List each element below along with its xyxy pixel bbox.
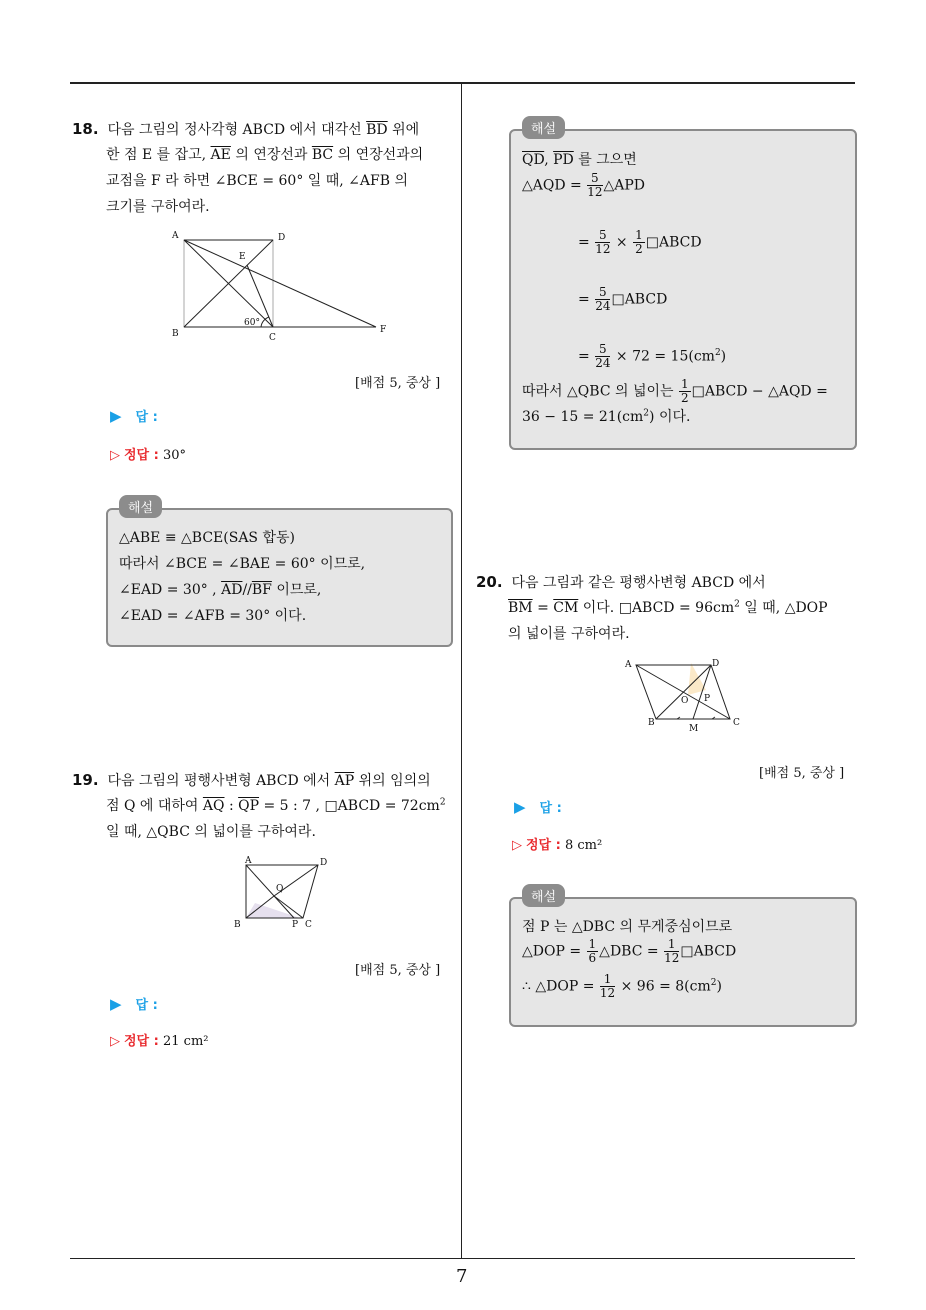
play-triangle-icon: ▶	[110, 407, 122, 425]
label-D: D	[278, 233, 286, 243]
label-P: P	[704, 694, 711, 704]
correct-answer-row	[110, 444, 186, 463]
solution-line-1: 점 P 는 △DBC 의 무게중심이므로	[522, 919, 733, 935]
correct-value: 8 cm²	[564, 838, 603, 853]
page-number: 7	[456, 1266, 468, 1287]
label-A: A	[172, 231, 179, 241]
solution-line-6: 따라서 △QBC 의 넓이는 $\frac{1}{2}$ □ABCD − △AQD =	[522, 377, 828, 405]
answer-row	[110, 406, 158, 425]
solution-line-2: 따라서 ∠BCE = ∠BAE = 60° 이므로,	[119, 556, 366, 572]
correct-answer-row	[512, 834, 602, 853]
figure-parallelogram-q19	[228, 853, 338, 933]
solution-line-1: △ABE ≡ △BCE(SAS 합동)	[119, 530, 295, 546]
question-18-line-4: 크기를 구하여라.	[106, 199, 210, 215]
answer-label: 답 :	[135, 410, 158, 425]
question-18-line-1	[72, 120, 419, 139]
label-C: C	[269, 333, 276, 343]
score-meta: [배점 5, 중상 ]	[759, 766, 845, 781]
label-P: P	[292, 920, 299, 930]
figure-square-abcd	[168, 228, 392, 346]
solution-line-5: = $\frac{5}{24}$ × $72 = 15(cm^2)$	[578, 342, 727, 370]
correct-label: 정답 :	[124, 448, 159, 463]
solution-line-3: = $\frac{5}{12}$ × $\frac{1}{2}$ □ABCD	[578, 228, 702, 256]
solution-tag: 해설	[522, 116, 565, 139]
outline-triangle-icon: ▷	[512, 838, 522, 853]
solution-tag: 해설	[522, 884, 565, 907]
question-18-line-2: 한 점 E 를 잡고, $\overline{AE}$ 의 연장선과 $\overline{BC}$ 의 연장선과의	[106, 147, 424, 163]
answer-label: 답 :	[539, 801, 562, 816]
label-C: C	[305, 920, 312, 930]
question-19-line-3: 일 때, △QBC 의 넓이를 구하여라.	[106, 824, 316, 840]
question-text: 다음 그림의 정사각형 ABCD 에서 대각선 $\overline{BD}$ 위에	[103, 122, 420, 138]
question-19-line-2: 점 Q 에 대하여 $\overline{AQ}$ : $\overline{QP} = 5$ : 7 , □ABCD = $72cm^2$	[106, 797, 446, 814]
score-meta: [배점 5, 중상 ]	[355, 376, 441, 391]
answer-label: 답 :	[135, 998, 158, 1013]
label-C: C	[733, 718, 740, 728]
question-20-line-3: 의 넓이를 구하여라.	[508, 626, 630, 642]
label-A: A	[625, 660, 632, 670]
solution-line-4: ∠EAD = ∠AFB = 30° 이다.	[119, 608, 307, 624]
solution-tag: 해설	[119, 495, 162, 518]
solution-line-1: $\overline{QD}$, $\overline{PD}$ 를 그으면	[522, 152, 637, 168]
answer-row	[514, 797, 562, 816]
label-Q: Q	[276, 884, 284, 894]
bottom-rule	[70, 1258, 855, 1259]
correct-value: 21 cm²	[162, 1034, 209, 1049]
label-B: B	[172, 329, 179, 339]
label-A: A	[245, 856, 252, 866]
play-triangle-icon: ▶	[514, 798, 526, 816]
solution-line-2: △AQD = $\frac{5}{12}$ △APD	[522, 171, 646, 199]
question-text: 다음 그림의 평행사변형 ABCD 에서 $\overline{AP}$ 위의 임의의	[103, 773, 431, 789]
question-number: 19.	[72, 771, 99, 789]
label-E: E	[239, 252, 246, 262]
question-number: 18.	[72, 120, 99, 138]
solution-line-7: $36 - 15 = 21(cm^2)$ 이다.	[522, 408, 691, 425]
score-meta: [배점 5, 중상 ]	[355, 963, 441, 978]
question-20-line-1	[476, 573, 766, 592]
top-rule	[70, 82, 855, 84]
label-D: D	[320, 858, 328, 868]
solution-line-2: △DOP = $\frac{1}{6}$ △DBC = $\frac{1}{12}$ □ABCD	[522, 937, 737, 965]
solution-line-4: = $\frac{5}{24}$ □ABCD	[578, 285, 668, 313]
question-19-line-1	[72, 771, 431, 790]
label-M: M	[689, 724, 699, 734]
solution-line-3: ∠EAD = 30° , $\overline{AD}//\overline{BF}$ 이므로,	[119, 582, 322, 598]
answer-row	[110, 994, 158, 1013]
label-B: B	[648, 718, 655, 728]
label-B: B	[234, 920, 241, 930]
label-D: D	[712, 659, 720, 669]
outline-triangle-icon: ▷	[110, 1034, 120, 1049]
label-angle-60: 60°	[244, 318, 260, 328]
correct-label: 정답 :	[526, 838, 561, 853]
play-triangle-icon: ▶	[110, 995, 122, 1013]
correct-answer-row	[110, 1030, 208, 1049]
question-number: 20.	[476, 573, 503, 591]
figure-parallelogram-q20	[620, 655, 750, 737]
question-text: 다음 그림과 같은 평행사변형 ABCD 에서	[507, 575, 766, 591]
column-divider	[461, 84, 462, 1258]
correct-label: 정답 :	[124, 1034, 159, 1049]
outline-triangle-icon: ▷	[110, 448, 120, 463]
label-F: F	[380, 325, 387, 335]
question-20-line-2: $\overline{BM} = \overline{CM}$ 이다. □ABCD = $96cm^2$ 일 때, △DOP	[508, 599, 828, 616]
solution-line-3: ∴ △DOP = $\frac{1}{12}$ × $96 = 8(cm^2)$	[522, 972, 722, 1000]
label-O: O	[681, 696, 689, 706]
question-18-line-3: 교점을 F 라 하면 ∠BCE = 60° 일 때, ∠AFB 의	[106, 173, 408, 189]
correct-value: 30°	[162, 448, 187, 463]
